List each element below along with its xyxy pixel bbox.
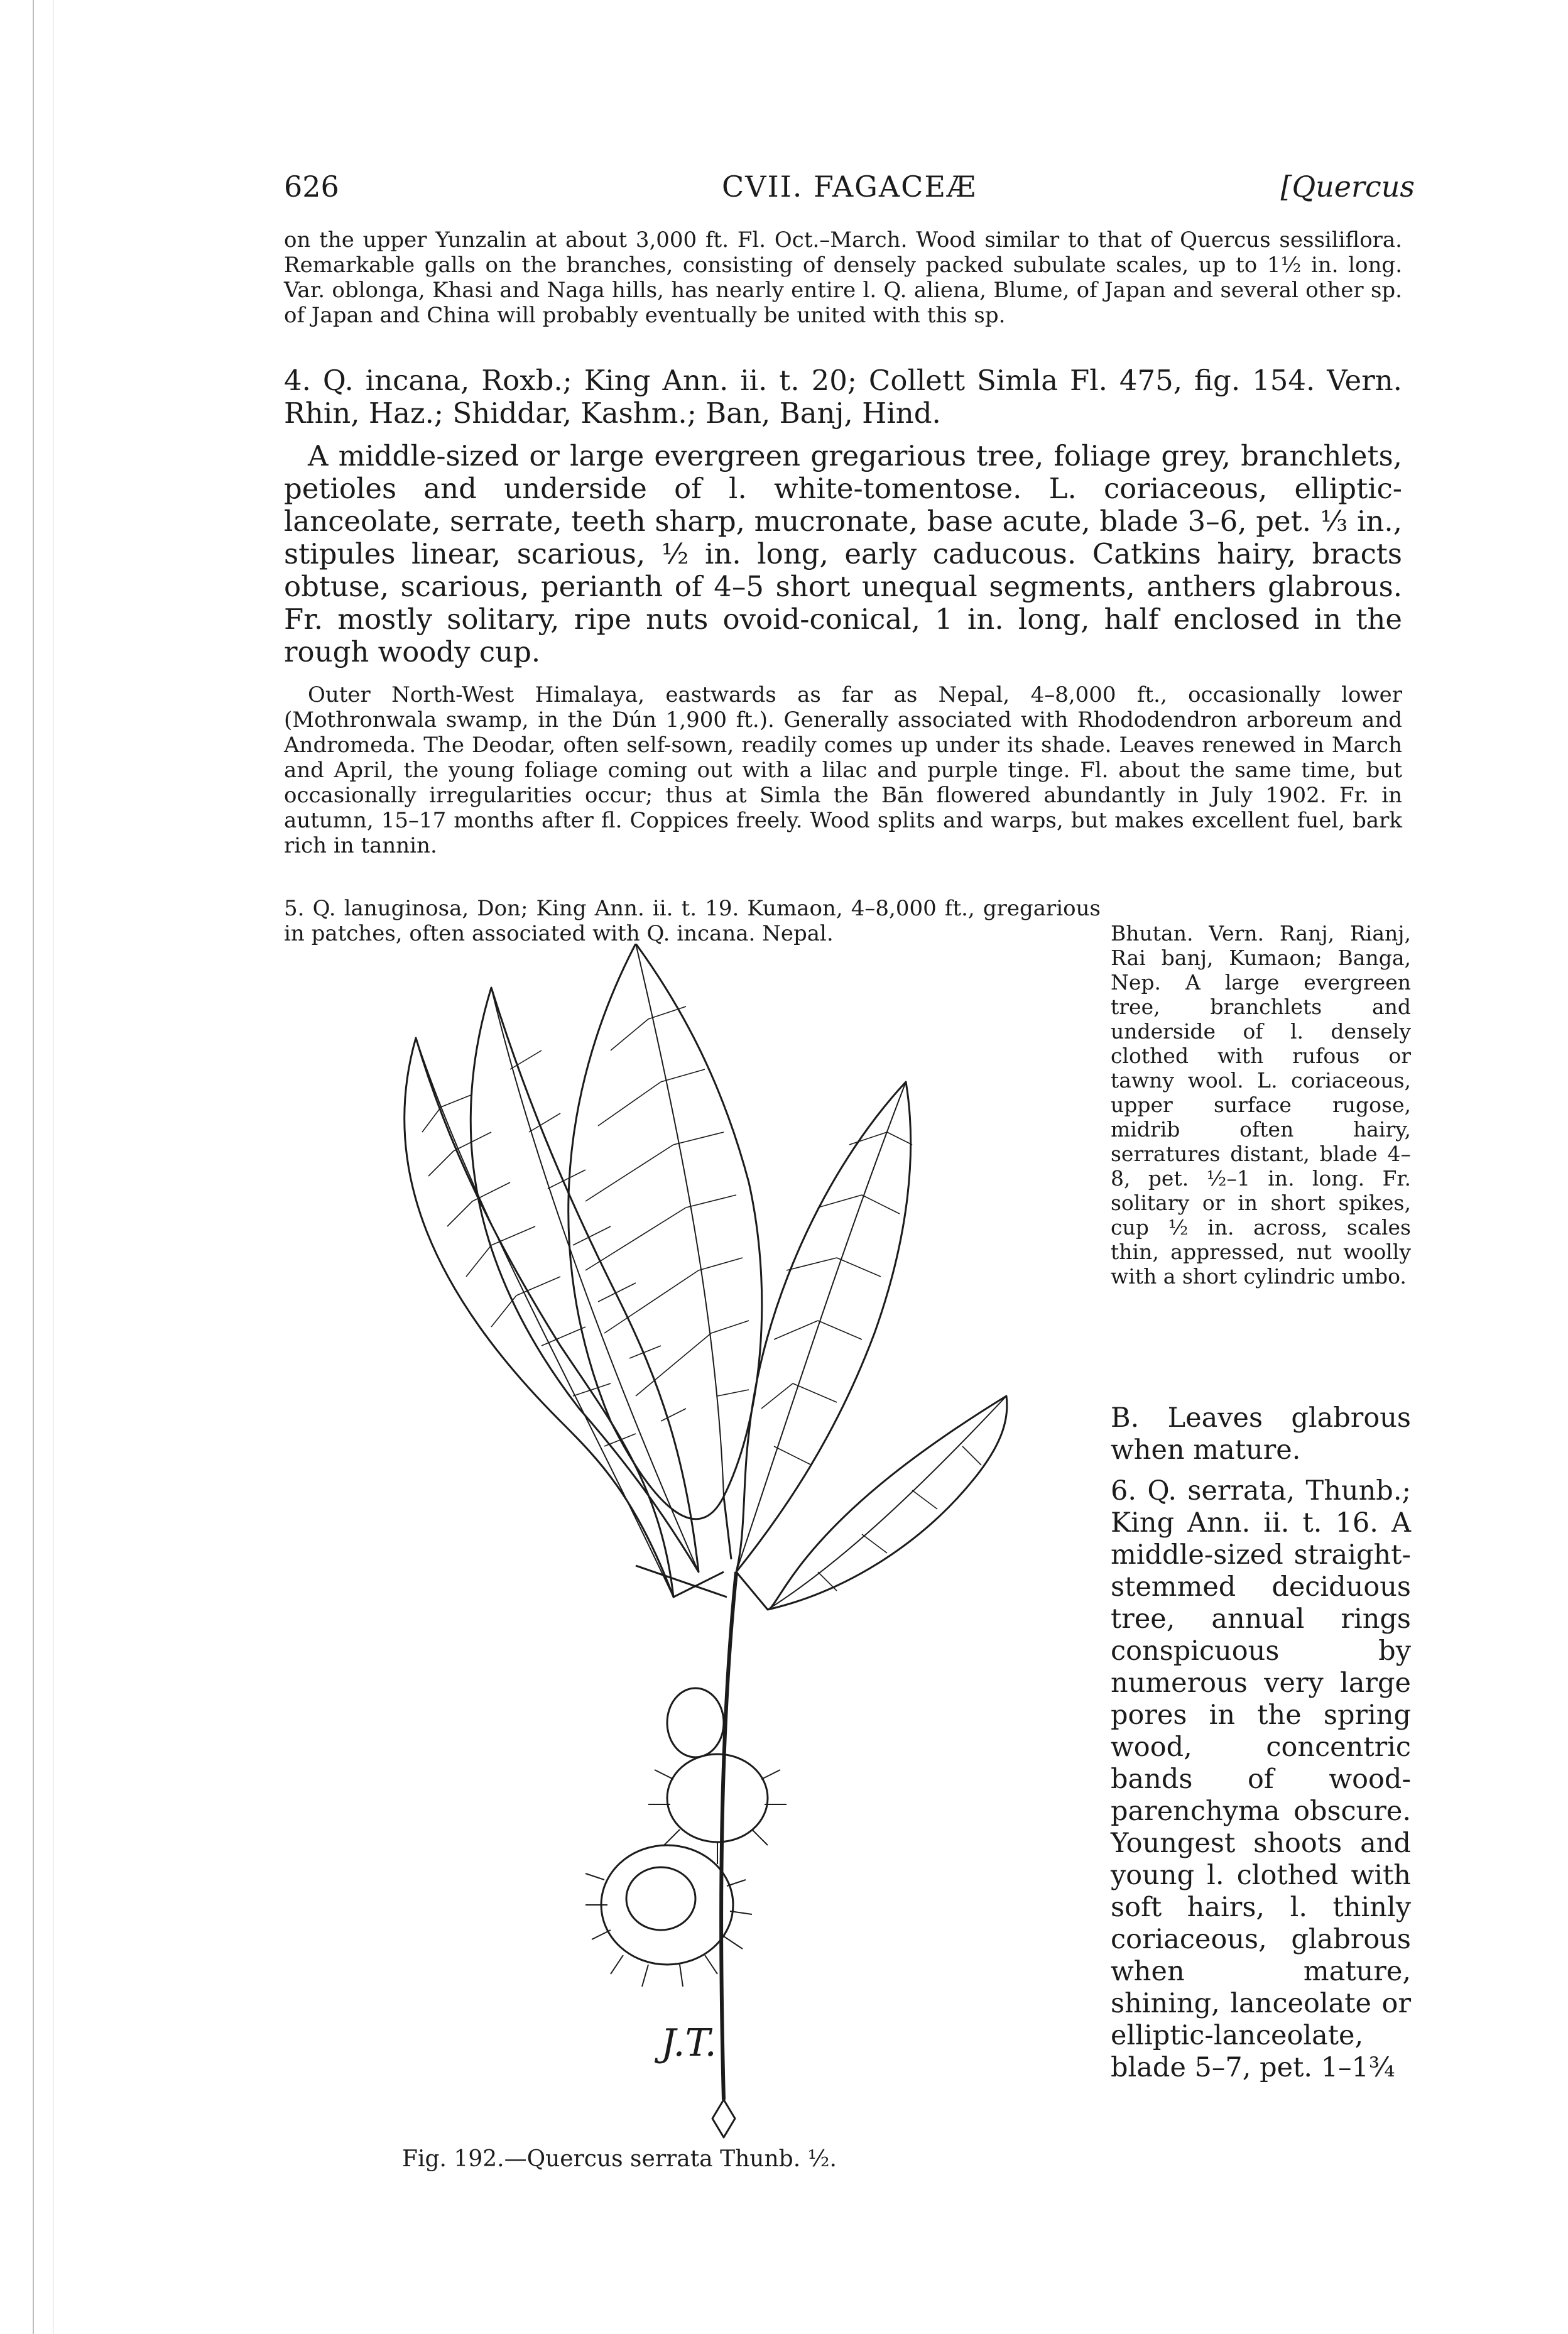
running-genus: [Quercus [1280,170,1415,204]
species-4-distribution: Outer North-West Himalaya, eastwards as far as Nepal, 4–8,000 ft., occasionally lower (Mothronwala swamp, in the Dún 1,900 ft.). Generally associated with Rhododendron arboreum and Andromeda. The Deodar, often self-sown, readily comes up under its shade. Leaves renewed in March and April, the young foliage coming out with a lilac and purple tinge. Fl. about the same time, but occasionally irregularities occur; thus at Simla the Bān flowered abundantly in July 1902. Fr. in autumn, 15–17 months after fl. Coppices freely. Wood splits and warps, but makes excellent fuel, bark rich in tannin. [284,682,1402,858]
quercus-serrata-illustration [284,944,1094,2140]
intro-paragraph: on the upper Yunzalin at about 3,000 ft. Fl. Oct.–March. Wood similar to that of Quercus sessiliflora. Remarkable galls on the branches, consisting of densely packed subulate scales, up to 1½ in. long. Var. oblonga, Khasi and Naga hills, has nearly entire l. Q. aliena, Blume, of Japan and several other sp. of Japan and China will probably eventually be united with this sp. [284,227,1402,328]
leaf-veins [422,1107,516,1327]
chapter-title: CVII. FAGACEÆ [722,170,977,204]
artist-initials: J.T. [661,2021,717,2065]
acorn-nut [667,1688,724,1757]
leaf-veins [774,1132,912,1465]
leaf-veins [441,1094,636,1446]
leaf-midrib [636,944,724,1497]
binding-edge-line [33,0,34,2334]
leaf-veins [761,1132,887,1409]
stem-bud [712,2100,735,2137]
leaf-midrib [491,988,699,1572]
acorn-nut [626,1867,695,1930]
leaf-veins [510,1050,686,1421]
leaf-midrib [768,1396,1006,1610]
species-4-description: A middle-sized or large evergreen gregarious tree, foliage grey, branchlets, petioles and underside of l. white-tomentose. L. coriaceous, elliptic-lanceolate, serrate, teeth sharp, mucronate, base acute, blade 3–6, pet. ⅓ in., stipules linear, scarious, ½ in. long, early caducous. Catkins hairy, bracts obtuse, scarious, perianth of 4–5 short unequal segments, anthers glabrous. Fr. mostly solitary, ripe nuts ovoid-conical, 1 in. long, half enclosed in the rough woody cup. [284,439,1402,668]
group-b-heading: B. Leaves glabrous when mature. [1111,1402,1411,1466]
page-number: 626 [284,170,339,204]
botanical-figure [284,944,1094,2140]
page-header [284,165,1415,209]
leaf [569,944,762,1519]
acorn-cup [667,1754,768,1842]
species-6-text: 6. Q. serrata, Thunb.; King Ann. ii. t. 16. A middle-sized straight-stemmed deciduous tree, annual rings conspicuous by numerous very large pores in the spring wood, concentric bands of wood-parenchyma obscure. Youngest shoots and young l. clothed with soft hairs, l. thinly coriaceous, glabrous when mature, shining, lanceolate or elliptic-lanceolate, blade 5–7, pet. 1–1¾ [1111,1475,1411,2083]
species-4-heading: 4. Q. incana, Roxb.; King Ann. ii. t. 20; Collett Simla Fl. 475, fig. 154. Vern. Rhin, Haz.; Shiddar, Kashm.; Ban, Banj, Hind. [284,364,1402,430]
leaf [768,1396,1007,1610]
petiole [736,1572,768,1610]
species-5-continued: Bhutan. Vern. Ranj, Rianj, Rai banj, Kumaon; Banga, Nep. A large evergreen tree, branchlets and underside of l. densely clothed with rufous or tawny wool. L. coriaceous, upper surface rugose, midrib often hairy, serratures distant, blade 4–8, pet. ½–1 in. long. Fr. solitary or in short spikes, cup ½ in. across, scales thin, appressed, nut woolly with a short cylindric umbo. [1111,921,1411,1289]
leaf-veins [585,1019,711,1396]
acorn-cup [601,1845,733,1965]
stem [721,1572,736,2100]
figure-caption: Fig. 192.—Quercus serrata Thunb. ½. [402,2146,837,2172]
petiole [724,1497,731,1559]
species-5-intro: 5. Q. lanuginosa, Don; King Ann. ii. t. 19. Kumaon, 4–8,000 ft., gregarious in patches, often associated with Q. incana. Nepal. [284,896,1101,946]
